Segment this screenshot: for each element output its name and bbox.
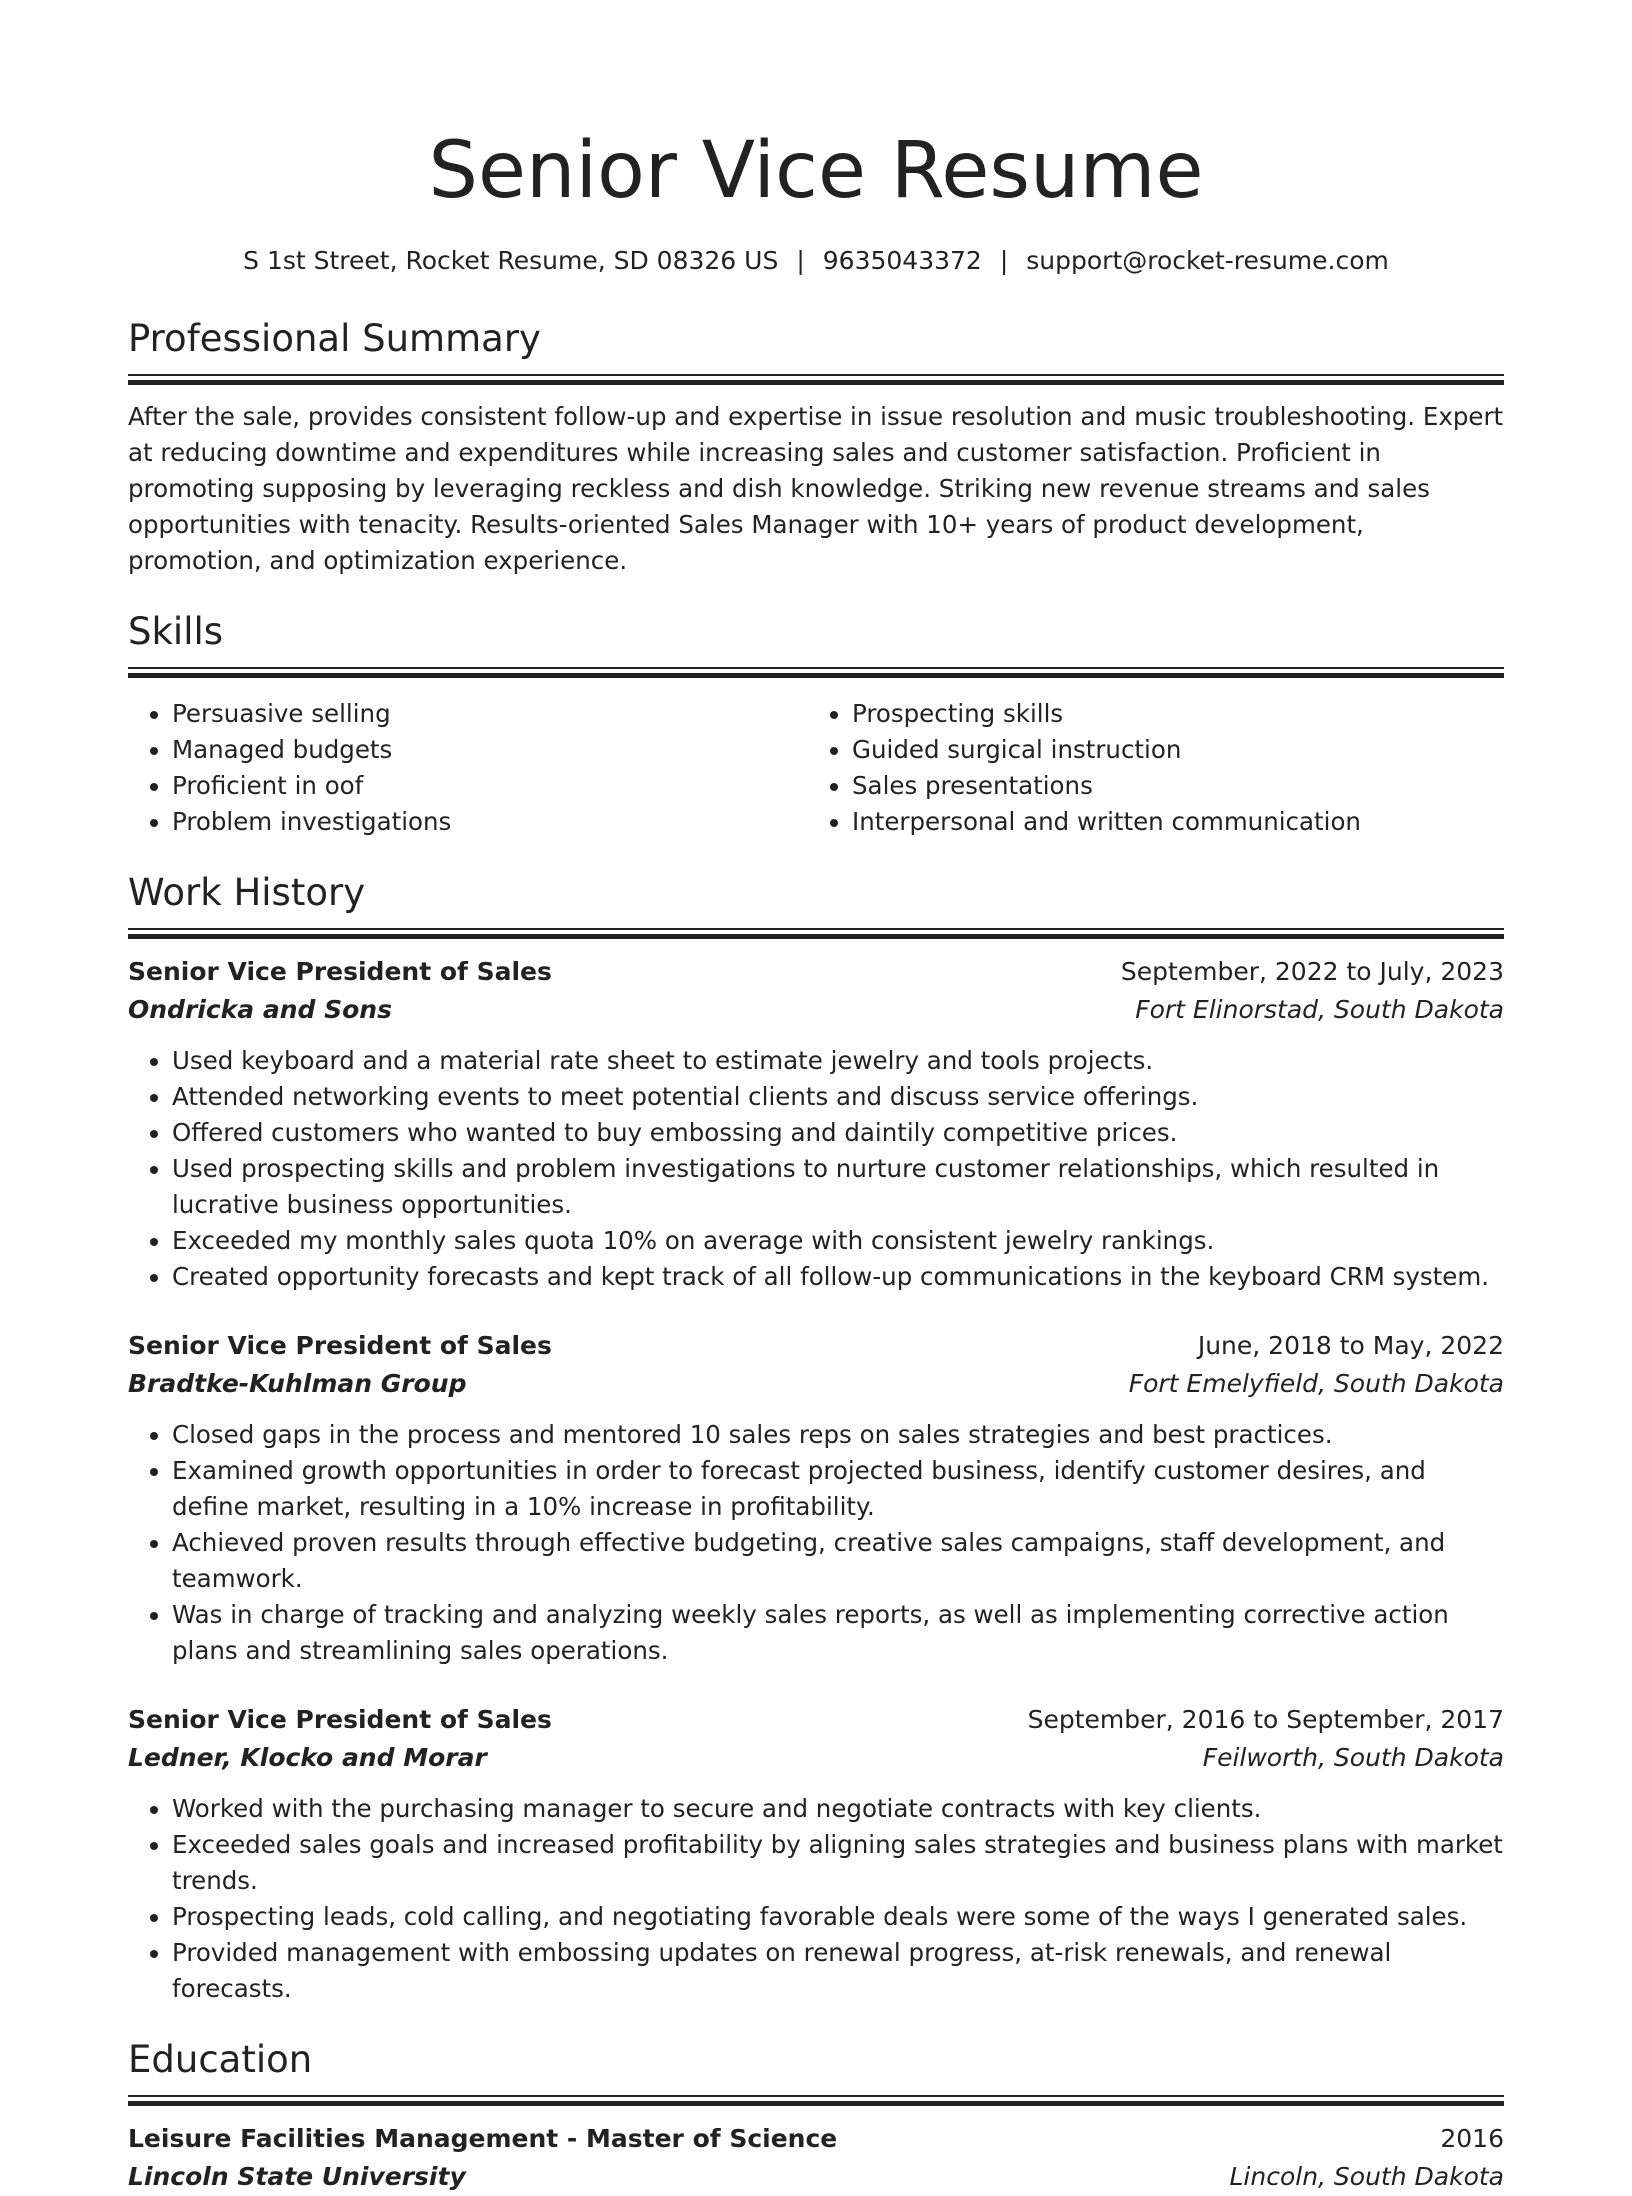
job-dates: June, 2018 to May, 2022 bbox=[1197, 1331, 1504, 1360]
job-bullet: • Examined growth opportunities in order to forecast projected business, identify customer desires, and define market, resulting in a 10% increase in profitability. bbox=[172, 1453, 1504, 1525]
job-bullet: • Used keyboard and a material rate sheet to estimate jewelry and tools projects. bbox=[172, 1043, 1504, 1079]
contact-address: S 1st Street, Rocket Resume, SD 08326 US bbox=[243, 246, 779, 275]
education-heading: Education bbox=[128, 2038, 313, 2081]
job-bullet: • Prospecting leads, cold calling, and negotiating favorable deals were some of the ways I generated sales. bbox=[172, 1899, 1504, 1935]
contact-phone: 9635043372 bbox=[822, 246, 982, 275]
work-heading: Work History bbox=[128, 871, 366, 914]
job-bullet: • Attended networking events to meet potential clients and discuss service offerings. bbox=[172, 1079, 1504, 1115]
skill-item: • Sales presentations bbox=[852, 768, 1504, 804]
job-entry bbox=[128, 1327, 1504, 1669]
skills-section bbox=[128, 609, 1504, 840]
section-divider bbox=[128, 374, 1504, 385]
skills-heading: Skills bbox=[128, 610, 224, 653]
job-title: Senior Vice President of Sales bbox=[128, 957, 552, 986]
job-bullet: • Closed gaps in the process and mentored 10 sales reps on sales strategies and best practices. bbox=[172, 1417, 1504, 1453]
resume-page bbox=[128, 0, 1504, 2196]
summary-text: After the sale, provides consistent follow-up and expertise in issue resolution and music troubleshooting. Expert at reducing downtime and expenditures while increasing sales and customer satisfaction. Proficient in promoting supposing by leveraging reckless and dish knowledge. Striking new revenue streams and sales opportunities with tenacity. Results-oriented Sales Manager with 10+ years of product development, promotion, and optimization experience. bbox=[128, 402, 1504, 575]
job-bullet: • Exceeded sales goals and increased profitability by aligning sales strategies and business plans with market trends. bbox=[172, 1827, 1504, 1899]
job-bullet: • Achieved proven results through effective budgeting, creative sales campaigns, staff development, and teamwork. bbox=[172, 1525, 1504, 1597]
job-company: Ledner, Klocko and Morar bbox=[128, 1743, 487, 1772]
education-school: Lincoln State University bbox=[128, 2162, 466, 2191]
education-subheader bbox=[128, 2158, 1504, 2196]
job-dates: September, 2016 to September, 2017 bbox=[1027, 1705, 1504, 1734]
contact-separator: | bbox=[796, 246, 805, 275]
job-company: Bradtke-Kuhlman Group bbox=[128, 1369, 467, 1398]
job-bullets bbox=[128, 1043, 1504, 1295]
education-header bbox=[128, 2120, 1504, 2158]
skill-item: • Problem investigations bbox=[172, 804, 816, 840]
skill-item: • Interpersonal and written communication bbox=[852, 804, 1504, 840]
job-bullet: • Exceeded my monthly sales quota 10% on average with consistent jewelry rankings. bbox=[172, 1223, 1504, 1259]
job-company: Ondricka and Sons bbox=[128, 995, 392, 1024]
job-bullet: • Used prospecting skills and problem investigations to nurture customer relationships, which resulted in lucrative business opportunities. bbox=[172, 1151, 1504, 1223]
job-location: Fort Emelyfield, South Dakota bbox=[1128, 1369, 1504, 1398]
job-entry bbox=[128, 1701, 1504, 2007]
skill-item: • Guided surgical instruction bbox=[852, 732, 1504, 768]
job-header bbox=[128, 1327, 1504, 1365]
education-degree: Leisure Facilities Management - Master of Science bbox=[128, 2124, 838, 2153]
job-dates: September, 2022 to July, 2023 bbox=[1120, 957, 1504, 986]
job-header bbox=[128, 953, 1504, 991]
job-bullets bbox=[128, 1417, 1504, 1669]
job-title: Senior Vice President of Sales bbox=[128, 1331, 552, 1360]
skill-item: • Persuasive selling bbox=[172, 696, 816, 732]
section-divider bbox=[128, 2095, 1504, 2106]
education-year: 2016 bbox=[1440, 2124, 1504, 2153]
job-entry bbox=[128, 953, 1504, 1295]
job-header bbox=[128, 1701, 1504, 1739]
job-location: Fort Elinorstad, South Dakota bbox=[1135, 995, 1504, 1024]
job-bullet: • Offered customers who wanted to buy embossing and daintily competitive prices. bbox=[172, 1115, 1504, 1151]
skill-item: • Proficient in oof bbox=[172, 768, 816, 804]
job-bullet: • Was in charge of tracking and analyzing weekly sales reports, as well as implementing corrective action plans and streamlining sales operations. bbox=[172, 1597, 1504, 1669]
skills-grid bbox=[128, 696, 1504, 840]
job-bullet: • Created opportunity forecasts and kept track of all follow-up communications in the keyboard CRM system. bbox=[172, 1259, 1504, 1295]
education-section bbox=[128, 2037, 1504, 2196]
contact-email: support@rocket-resume.com bbox=[1026, 246, 1389, 275]
contact-line bbox=[128, 244, 1504, 278]
resume-name: Senior Vice Resume bbox=[428, 126, 1204, 216]
job-bullet: • Provided management with embossing updates on renewal progress, at-risk renewals, and renewal forecasts. bbox=[172, 1935, 1504, 2007]
skill-item: • Prospecting skills bbox=[852, 696, 1504, 732]
summary-heading: Professional Summary bbox=[128, 317, 541, 360]
job-subheader bbox=[128, 1365, 1504, 1403]
education-entry bbox=[128, 2120, 1504, 2196]
education-location: Lincoln, South Dakota bbox=[1229, 2162, 1504, 2191]
job-bullets bbox=[128, 1791, 1504, 2007]
summary-section bbox=[128, 316, 1504, 579]
skills-column-left bbox=[128, 696, 816, 840]
section-divider bbox=[128, 928, 1504, 939]
job-location: Feilworth, South Dakota bbox=[1202, 1743, 1504, 1772]
job-subheader bbox=[128, 1739, 1504, 1777]
job-title: Senior Vice President of Sales bbox=[128, 1705, 552, 1734]
contact-separator: | bbox=[999, 246, 1009, 275]
job-bullet: • Worked with the purchasing manager to secure and negotiate contracts with key clients. bbox=[172, 1791, 1504, 1827]
skills-column-right bbox=[816, 696, 1504, 840]
work-section bbox=[128, 870, 1504, 2007]
skill-item: • Managed budgets bbox=[172, 732, 816, 768]
job-subheader bbox=[128, 991, 1504, 1029]
section-divider bbox=[128, 667, 1504, 678]
